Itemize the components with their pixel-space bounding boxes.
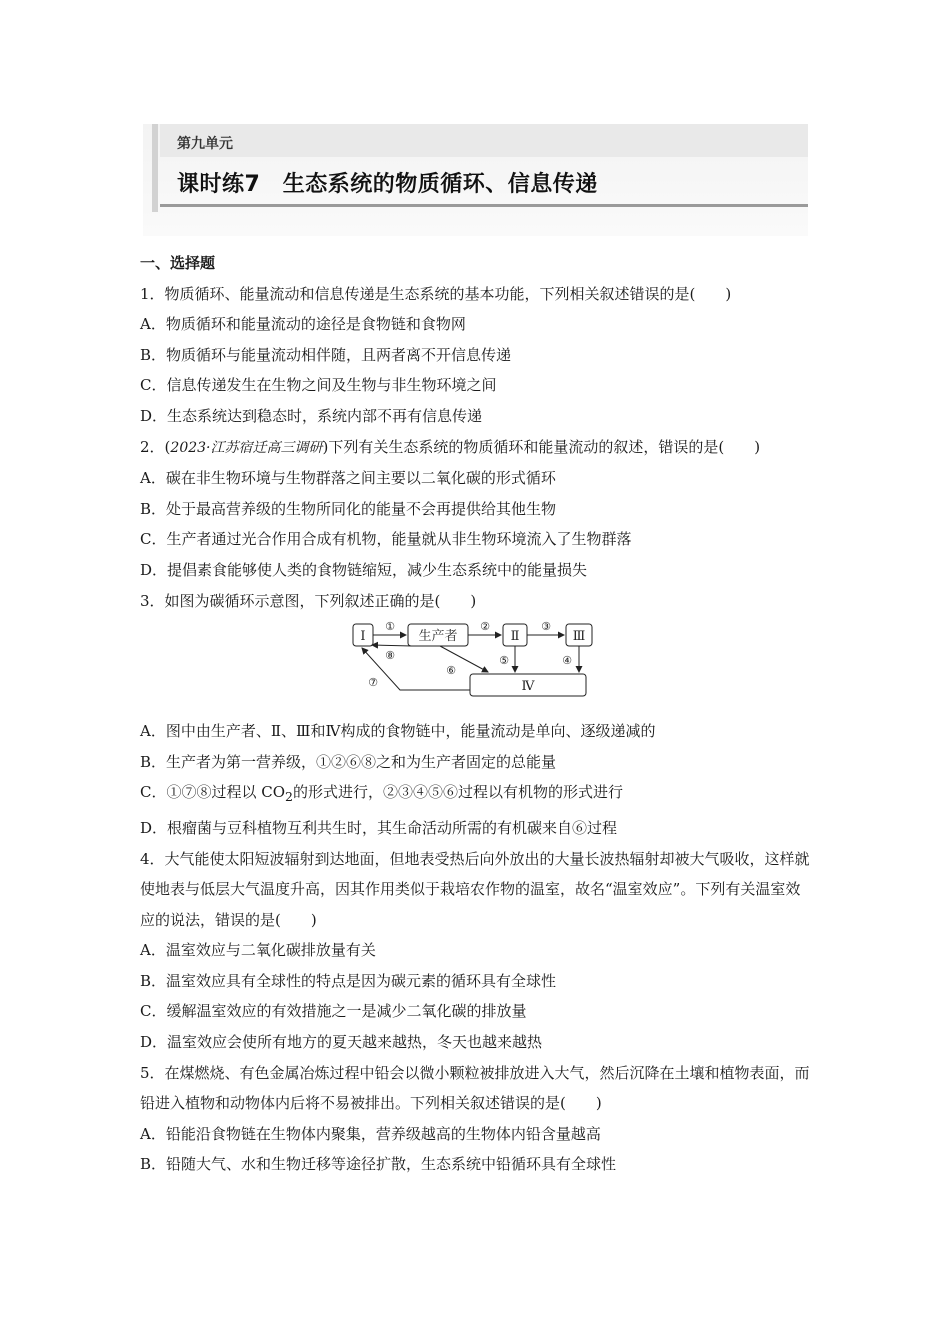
q2-option-b: B．处于最高营养级的生物所同化的能量不会再提供给其他生物 [140, 499, 557, 518]
q4-stem: 4．大气能使太阳短波辐射到达地面，但地表受热后向外放出的大量长波热辐射却被大气吸收，这样就使地表与低层大气温度升高，因其作用类似于栽培农作物的温室，故名“温室效应”。下列有关温室效应的说法，错误的是( ) [140, 849, 810, 929]
label-5: ⑤ [499, 654, 509, 668]
label-4: ④ [562, 654, 572, 668]
q1-option-d: D．生态系统达到稳态时，系统内部不再有信息传递 [140, 406, 483, 425]
q1-option-a: A．物质循环和能量流动的途径是食物链和食物网 [140, 315, 466, 334]
label-3: ③ [541, 620, 551, 634]
q2-option-c: C．生产者通过光合作用合成有机物，能量就从非生物环境流入了生物群落 [140, 530, 632, 549]
q3-stem: 3．如图为碳循环示意图，下列叙述正确的是( ) [140, 591, 477, 610]
q5-option-a: A．铅能沿食物链在生物体内聚集，营养级越高的生物体内铅含量越高 [140, 1124, 601, 1143]
q2-source: 2023·江苏宿迁高三调研 [170, 439, 323, 456]
lesson-title: 课时练7 生态系统的物质循环、信息传递 [177, 172, 598, 197]
q2-text: )下列有关生态系统的物质循环和能量流动的叙述，错误的是( ) [322, 437, 761, 456]
arrow-8 [372, 645, 412, 646]
section-heading: 一、选择题 [140, 254, 216, 272]
label-8: ⑧ [385, 649, 395, 663]
q3-option-d: D．根瘤菌与豆科植物互利共生时，其生命活动所需的有机碳来自⑥过程 [140, 818, 618, 837]
q4-option-a: A．温室效应与二氧化碳排放量有关 [140, 941, 376, 960]
q3-option-b: B．生产者为第一营养级，①②⑥⑧之和为生产者固定的总能量 [140, 752, 557, 771]
node-i-label: Ⅰ [360, 629, 366, 645]
label-6: ⑥ [446, 664, 456, 678]
label-1: ① [385, 620, 395, 634]
chapter-banner [143, 124, 808, 236]
carbon-cycle-figure [140, 616, 812, 716]
banner-accent-bar [152, 124, 158, 212]
q1-option-b: B．物质循环与能量流动相伴随，且两者离不开信息传递 [140, 345, 512, 364]
q1-option-c: C．信息传递发生在生物之间及生物与非生物环境之间 [140, 376, 497, 395]
question-content [140, 248, 812, 1180]
q3-option-c-end: 的形式进行，②③④⑤⑥过程以有机物的形式进行 [292, 783, 623, 802]
unit-label: 第九单元 [177, 136, 233, 152]
q3-option-a: A．图中由生产者、Ⅱ、Ⅲ和Ⅳ构成的食物链中，能量流动是单向、逐级递减的 [140, 722, 656, 741]
label-7: ⑦ [368, 676, 378, 690]
q2-number: 2．( [140, 437, 171, 456]
q2-option-d: D．提倡素食能够使人类的食物链缩短，减少生态系统中的能量损失 [140, 560, 588, 579]
q5-option-b: B．铅随大气、水和生物迁移等途径扩散，生态系统中铅循环具有全球性 [140, 1155, 617, 1174]
q3-option-c-start: C．①⑦⑧过程以 CO [140, 783, 286, 802]
q5-stem: 5．在煤燃烧、有色金属冶炼过程中铅会以微小颗粒被排放进入大气，然后沉降在土壤和植物表面，而铅进入植物和动物体内后将不易被排出。下列相关叙述错误的是( ) [140, 1063, 810, 1113]
node-ii-label: Ⅱ [510, 629, 520, 645]
q4-option-d: D．温室效应会使所有地方的夏天越来越热，冬天也越来越热 [140, 1033, 543, 1052]
q4-option-b: B．温室效应具有全球性的特点是因为碳元素的循环具有全球性 [140, 971, 557, 990]
node-producer-label: 生产者 [418, 629, 458, 645]
q2-option-a: A．碳在非生物环境与生物群落之间主要以二氧化碳的形式循环 [140, 469, 556, 488]
q2-stem [140, 432, 812, 464]
unit-strip [160, 124, 808, 157]
q1-stem: 1．物质循环、能量流动和信息传递是生态系统的基本功能，下列相关叙述错误的是( ) [140, 284, 732, 303]
q3-option-c [140, 777, 812, 813]
q4-option-c: C．缓解温室效应的有效措施之一是减少二氧化碳的排放量 [140, 1002, 527, 1021]
label-2: ② [480, 620, 490, 634]
banner-rule [160, 204, 808, 207]
carbon-cycle-diagram [348, 618, 618, 700]
node-iii-label: Ⅲ [572, 629, 586, 645]
co2-subscript: 2 [285, 789, 293, 805]
node-iv-label: Ⅳ [521, 679, 535, 695]
